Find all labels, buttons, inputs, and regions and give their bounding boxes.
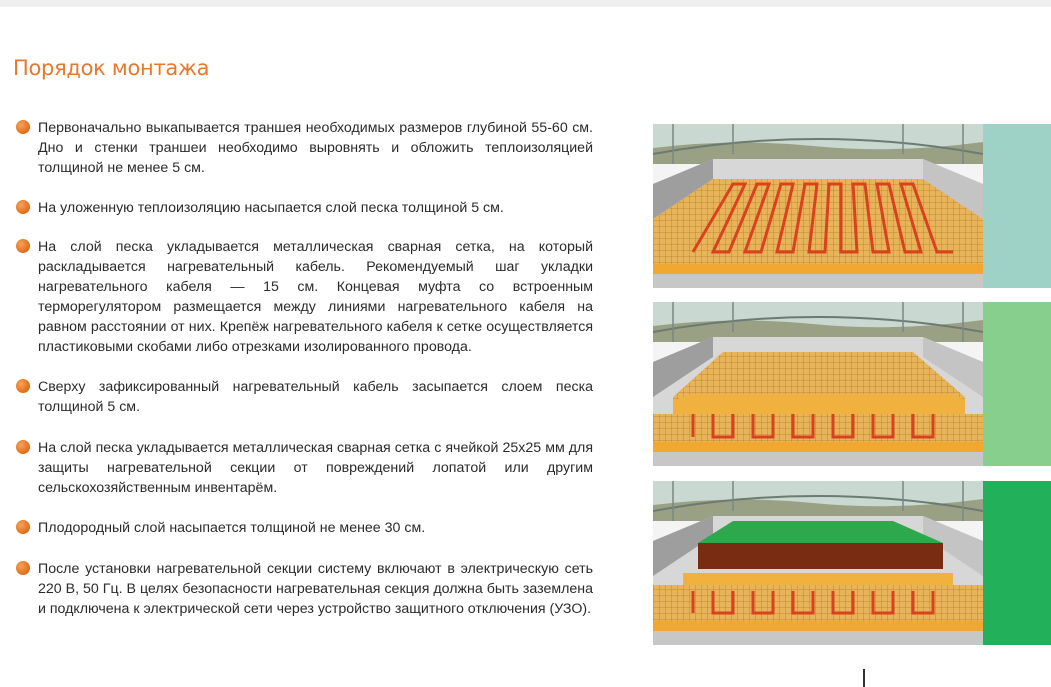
bullet-icon <box>16 120 30 134</box>
step-text: Первоначально выкапывается траншея необходимых размеров глубиной 55-60 см. Дно и стенки траншеи необходимо выровнять и обложить теплоизоляцией толщиной не менее 5 см. <box>38 120 593 176</box>
bullet-icon <box>16 239 30 253</box>
sidebar-color-block <box>983 302 1051 466</box>
sidebar-color-block <box>983 124 1051 288</box>
step-text: На уложенную теплоизоляцию насыпается слой песка толщиной 5 см. <box>38 200 504 216</box>
illustration-soil-layer <box>653 481 983 645</box>
text-cursor <box>863 669 865 687</box>
top-bar <box>0 0 1051 7</box>
step-text: Плодородный слой насыпается толщиной не менее 30 см. <box>38 520 426 536</box>
bullet-icon <box>16 379 30 393</box>
sidebar-color-block <box>983 481 1051 645</box>
step-text: После установки нагревательной секции систему включают в электрическую сеть 220 В, 50 Гц. В целях безопасности нагревательная секция должна быть заземлена и подключена к электрической сети через устройство защитного отключения (УЗО). <box>38 561 593 617</box>
illustration-sand-layer <box>653 302 983 466</box>
step-text: На слой песка укладывается металлическая сварная сетка с ячейкой 25х25 мм для защиты нагревательной секции от повреждений лопатой или другим сельскохозяйственным инвентарём. <box>38 440 593 496</box>
bullet-icon <box>16 200 30 214</box>
bullet-icon <box>16 561 30 575</box>
page-title: Порядок монтажа <box>13 56 210 80</box>
bullet-icon <box>16 440 30 454</box>
bullet-icon <box>16 520 30 534</box>
step-text: Сверху зафиксированный нагревательный кабель засыпается слоем песка толщиной 5 см. <box>38 379 593 415</box>
step-text: На слой песка укладывается металлическая сварная сетка, на который раскладывается нагревательный кабель. Рекомендуемый шаг укладки нагревательного кабеля — 15 см. Концевая муфта со встроенным терморегулятором размещается между линиями нагревательного кабеля на равном расстоянии от них. Крепёж нагревательного кабеля к сетке осуществляется пластиковыми скобами либо отрезками изолированного провода. <box>38 239 593 355</box>
illustration-cable-layout <box>653 124 983 288</box>
